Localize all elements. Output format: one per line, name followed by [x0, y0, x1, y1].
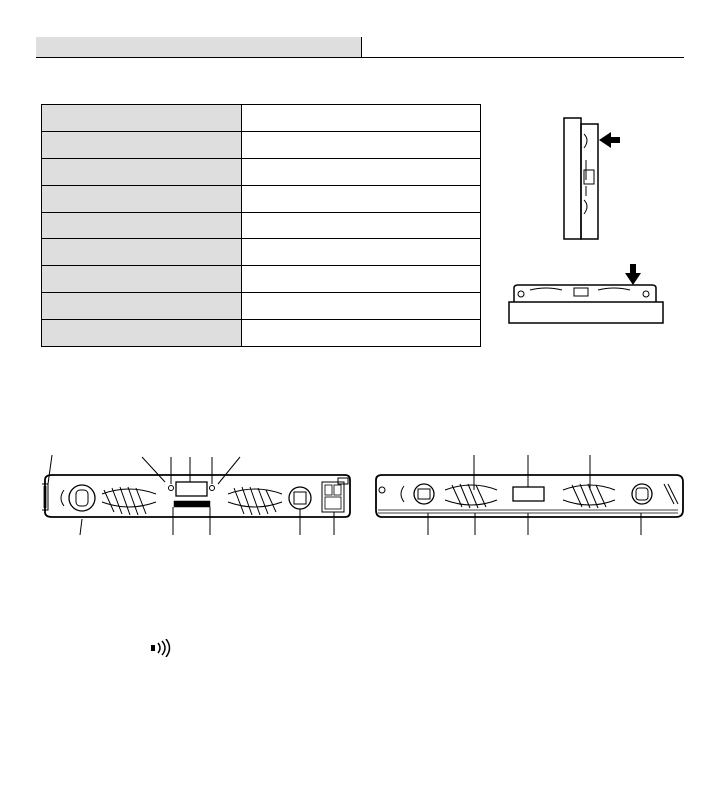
horizontal-mount-illustration	[509, 285, 663, 323]
back-view-callout-lines	[428, 455, 641, 535]
level-front-view	[42, 475, 350, 517]
arrow-icon	[599, 132, 620, 148]
arrow-icon	[625, 264, 641, 285]
front-view-callout-lines	[48, 455, 334, 535]
mount-surface-horizontal	[509, 302, 663, 323]
level-back-view	[376, 475, 683, 517]
sound-signal-icon	[150, 639, 172, 657]
mount-wall-vertical	[564, 118, 581, 239]
vertical-mount-illustration	[564, 118, 598, 239]
